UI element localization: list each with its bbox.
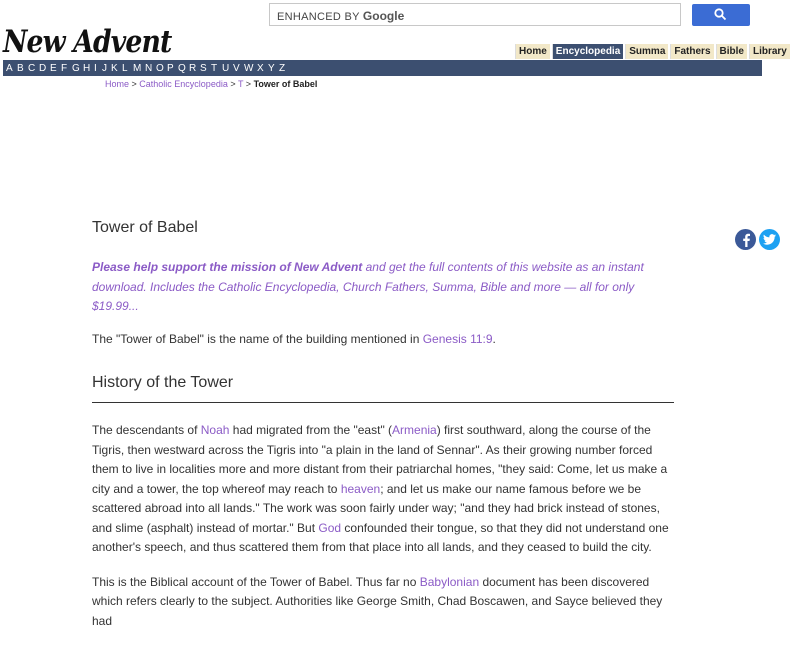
search-icon (714, 8, 727, 21)
alpha-link[interactable]: G (72, 62, 80, 74)
article (92, 214, 674, 646)
alpha-link[interactable]: S (200, 62, 207, 74)
search-input[interactable] (269, 3, 681, 26)
alpha-link[interactable]: T (211, 62, 218, 74)
alpha-link[interactable]: J (102, 62, 107, 74)
noah-link[interactable]: Noah (200, 423, 230, 437)
god-link[interactable]: God (318, 520, 342, 535)
babylonian-link[interactable]: Babylonian (419, 574, 480, 589)
alpha-link[interactable]: Z (279, 62, 286, 74)
alpha-link[interactable]: E (50, 62, 57, 74)
nav-library[interactable]: Library (749, 44, 790, 59)
alpha-link[interactable]: Q (178, 62, 186, 74)
alpha-link[interactable]: F (61, 62, 68, 74)
alpha-link[interactable]: M (133, 62, 142, 74)
nav-home[interactable]: Home (515, 44, 550, 59)
support-link[interactable]: Please help support the mission of New Advent (92, 260, 363, 274)
facebook-icon[interactable] (735, 229, 756, 250)
alpha-link[interactable]: N (145, 62, 153, 74)
history-paragraph: The descendants of Noah had migrated from the "east" (Armenia) first southward, along the course of the Tigris, then westward across the Tigris into "a plain in the land of Sennar". As their growing number forced them to live in localities more and more distant from their patriarchal homes, "they said: Come, let us make a city and a tower, the top whereof may reach to heaven; and let us make our name famous before we be scattered abroad into all lands." The work was soon fairly under way; "and they had brick instead of stones, and slime (asphalt) instead of mortar." But God confounded their tongue, so that they did not understand one another's speech, and thus scattered them from that place into all lands, and they ceased to build the city. (92, 423, 669, 554)
breadcrumb-current: Tower of Babel (253, 79, 318, 89)
site-logo[interactable]: New Advent (3, 24, 172, 60)
alpha-link[interactable]: U (222, 62, 230, 74)
alpha-link[interactable]: O (156, 62, 164, 74)
social-share (735, 229, 780, 250)
alpha-link[interactable]: K (111, 62, 118, 74)
biblical-account-paragraph: This is the Biblical account of the Tower of Babel. Thus far no Babylonian document has been discovered which refers clearly to the subject. Authorities like George Smith, Chad Boscawen, and Sayce believed they had (92, 574, 663, 628)
alpha-link[interactable]: X (257, 62, 264, 74)
alpha-link[interactable]: Y (268, 62, 275, 74)
page-title: Tower of Babel (92, 219, 198, 236)
alpha-link[interactable]: P (167, 62, 174, 74)
breadcrumb-letter[interactable]: T (237, 79, 244, 89)
breadcrumb-encyclopedia[interactable]: Catholic Encyclopedia (139, 79, 228, 89)
section-heading: History of the Tower (92, 373, 674, 403)
nav-summa[interactable]: Summa (625, 44, 668, 59)
alpha-link[interactable]: W (244, 62, 254, 74)
breadcrumb-separator: > (129, 79, 140, 89)
alpha-link[interactable]: L (122, 62, 128, 74)
heaven-link[interactable]: heaven (340, 481, 381, 496)
top-nav (513, 44, 790, 60)
breadcrumb-separator: > (227, 79, 238, 89)
alpha-link[interactable]: V (233, 62, 240, 74)
genesis-link[interactable]: Genesis 11:9 (422, 331, 493, 346)
alpha-link[interactable]: H (83, 62, 91, 74)
alpha-link[interactable]: A (6, 62, 13, 74)
breadcrumb-home[interactable]: Home (105, 79, 130, 89)
nav-fathers[interactable]: Fathers (670, 44, 713, 59)
armenia-link[interactable]: Armenia (392, 423, 437, 437)
alpha-link[interactable]: D (39, 62, 47, 74)
alpha-link[interactable]: B (17, 62, 24, 74)
breadcrumb-separator: > (243, 79, 254, 89)
intro-paragraph: The "Tower of Babel" is the name of the building mentioned in Genesis 11:9. (92, 331, 496, 346)
nav-bible[interactable]: Bible (716, 44, 747, 59)
alphabet-bar (3, 60, 762, 76)
alpha-link[interactable]: I (94, 62, 97, 74)
search-button[interactable] (692, 4, 750, 26)
support-message: Please help support the mission of New Advent and get the full contents of this website as an instant download. Includes the Catholic Encyclopedia, Church Fathers, Summa, Bible and more — all for only $19.99... (92, 260, 644, 313)
alpha-link[interactable]: R (189, 62, 197, 74)
twitter-icon[interactable] (759, 229, 780, 250)
search-placeholder: ENHANCED BY Google (277, 9, 405, 23)
alpha-link[interactable]: C (28, 62, 36, 74)
breadcrumb (105, 79, 317, 89)
nav-encyclopedia[interactable]: Encyclopedia (552, 44, 623, 59)
